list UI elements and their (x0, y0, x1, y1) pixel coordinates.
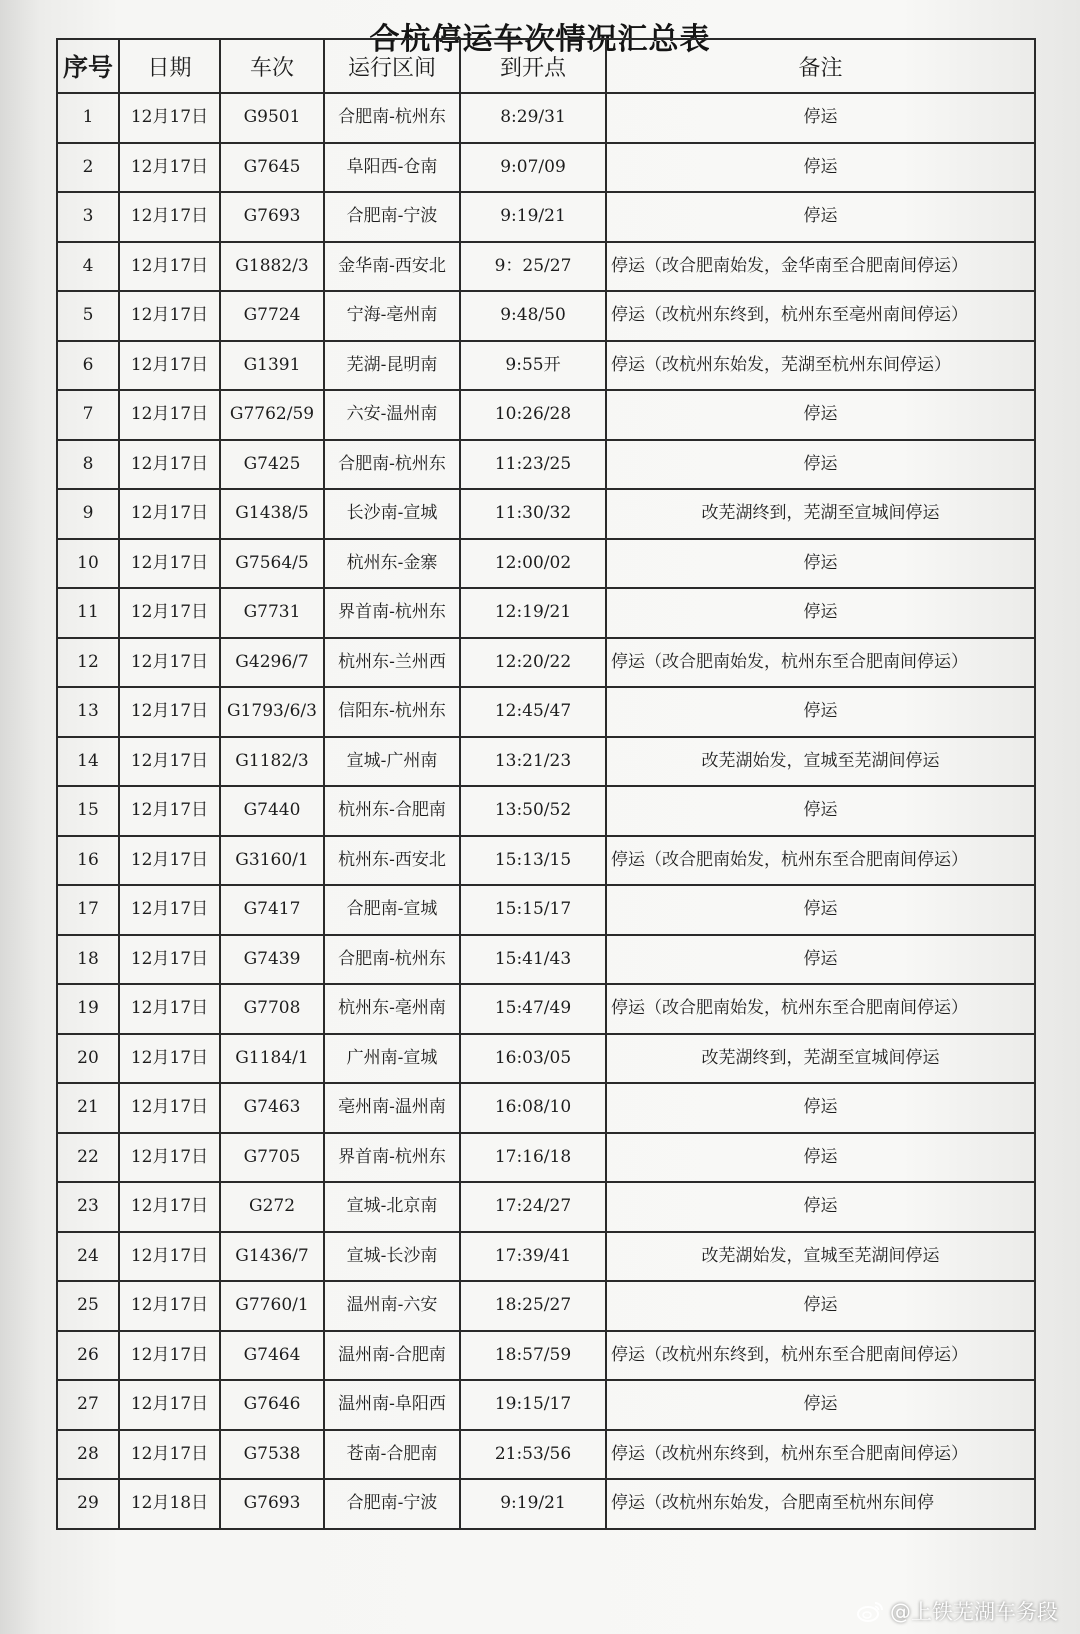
cell-note: 停运 (606, 1380, 1035, 1430)
cell-note: 停运 (606, 143, 1035, 193)
cell-seq: 3 (57, 192, 119, 242)
cell-route: 杭州东-金寨 (324, 539, 460, 589)
cell-date: 12月17日 (119, 1380, 220, 1430)
cell-date: 12月17日 (119, 737, 220, 787)
cell-route: 宣城-北京南 (324, 1182, 460, 1232)
cell-time: 17:16/18 (460, 1133, 606, 1183)
cell-date: 12月17日 (119, 638, 220, 688)
cell-train: G1438/5 (220, 489, 324, 539)
header-note: 备注 (606, 39, 1035, 93)
cell-time: 12:00/02 (460, 539, 606, 589)
table-row (57, 291, 1035, 341)
cell-route: 广州南-宣城 (324, 1034, 460, 1084)
cell-route: 芜湖-昆明南 (324, 341, 460, 391)
cell-time: 10:26/28 (460, 390, 606, 440)
cell-route: 金华南-西安北 (324, 242, 460, 292)
cell-date: 12月17日 (119, 539, 220, 589)
cell-route: 温州南-六安 (324, 1281, 460, 1331)
cell-seq: 13 (57, 687, 119, 737)
cell-train: G272 (220, 1182, 324, 1232)
cell-train: G7439 (220, 935, 324, 985)
table-row (57, 885, 1035, 935)
cell-train: G7724 (220, 291, 324, 341)
cell-route: 杭州东-亳州南 (324, 984, 460, 1034)
cell-route: 合肥南-宣城 (324, 885, 460, 935)
table-row (57, 1182, 1035, 1232)
cell-date: 12月17日 (119, 242, 220, 292)
cell-note: 停运 (606, 440, 1035, 490)
table-row (57, 588, 1035, 638)
cell-train: G1391 (220, 341, 324, 391)
cell-note: 停运（改合肥南始发，金华南至合肥南间停运） (606, 242, 1035, 292)
cell-time: 21:53/56 (460, 1430, 606, 1480)
table-row (57, 687, 1035, 737)
cell-train: G7645 (220, 143, 324, 193)
cell-route: 温州南-合肥南 (324, 1331, 460, 1381)
cell-seq: 23 (57, 1182, 119, 1232)
table-row (57, 1331, 1035, 1381)
cell-note: 停运（改杭州东终到，杭州东至亳州南间停运） (606, 291, 1035, 341)
table-row (57, 489, 1035, 539)
cell-time: 9:48/50 (460, 291, 606, 341)
cell-seq: 20 (57, 1034, 119, 1084)
cell-date: 12月17日 (119, 192, 220, 242)
cell-note: 停运 (606, 1133, 1035, 1183)
table-row (57, 638, 1035, 688)
cell-route: 杭州东-西安北 (324, 836, 460, 886)
cell-date: 12月17日 (119, 786, 220, 836)
cell-note: 停运（改杭州东始发，合肥南至杭州东间停 (606, 1479, 1035, 1529)
cell-date: 12月17日 (119, 341, 220, 391)
table-row (57, 984, 1035, 1034)
cell-time: 9:19/21 (460, 192, 606, 242)
cell-train: G1184/1 (220, 1034, 324, 1084)
cell-train: G7417 (220, 885, 324, 935)
cell-route: 合肥南-宁波 (324, 192, 460, 242)
table-row (57, 786, 1035, 836)
cell-note: 改芜湖始发，宣城至芜湖间停运 (606, 737, 1035, 787)
cell-time: 12:19/21 (460, 588, 606, 638)
cell-date: 12月17日 (119, 935, 220, 985)
cell-train: G9501 (220, 93, 324, 143)
cell-route: 合肥南-杭州东 (324, 440, 460, 490)
cell-train: G7762/59 (220, 390, 324, 440)
table-row (57, 1380, 1035, 1430)
cell-train: G1436/7 (220, 1232, 324, 1282)
cell-note: 停运（改合肥南始发，杭州东至合肥南间停运） (606, 638, 1035, 688)
cell-train: G7731 (220, 588, 324, 638)
cell-time: 8:29/31 (460, 93, 606, 143)
cell-route: 合肥南-宁波 (324, 1479, 460, 1529)
cell-route: 宁海-亳州南 (324, 291, 460, 341)
cell-note: 停运 (606, 390, 1035, 440)
cell-seq: 10 (57, 539, 119, 589)
cell-time: 12:45/47 (460, 687, 606, 737)
cell-seq: 16 (57, 836, 119, 886)
cell-train: G7440 (220, 786, 324, 836)
cell-time: 16:08/10 (460, 1083, 606, 1133)
cell-date: 12月17日 (119, 390, 220, 440)
cell-note: 停运 (606, 1083, 1035, 1133)
header-route: 运行区间 (324, 39, 460, 93)
cell-note: 停运 (606, 687, 1035, 737)
cell-note: 改芜湖终到，芜湖至宣城间停运 (606, 1034, 1035, 1084)
cell-train: G7693 (220, 192, 324, 242)
cell-route: 信阳东-杭州东 (324, 687, 460, 737)
cell-time: 18:25/27 (460, 1281, 606, 1331)
cell-seq: 12 (57, 638, 119, 688)
cell-time: 9:07/09 (460, 143, 606, 193)
cell-date: 12月17日 (119, 489, 220, 539)
cell-date: 12月17日 (119, 93, 220, 143)
cell-date: 12月17日 (119, 885, 220, 935)
cell-time: 16:03/05 (460, 1034, 606, 1084)
cell-time: 15:41/43 (460, 935, 606, 985)
cell-route: 苍南-合肥南 (324, 1430, 460, 1480)
cell-note: 停运（改杭州东终到，杭州东至合肥南间停运） (606, 1430, 1035, 1480)
header-time: 到开点 (460, 39, 606, 93)
watermark (856, 1596, 1058, 1626)
cell-date: 12月17日 (119, 1133, 220, 1183)
table-row (57, 242, 1035, 292)
suspension-table (56, 38, 1036, 1530)
cell-time: 17:24/27 (460, 1182, 606, 1232)
cell-route: 杭州东-合肥南 (324, 786, 460, 836)
cell-route: 杭州东-兰州西 (324, 638, 460, 688)
cell-seq: 11 (57, 588, 119, 638)
table-row (57, 935, 1035, 985)
cell-date: 12月17日 (119, 687, 220, 737)
table-row (57, 539, 1035, 589)
watermark-text: @上铁芜湖车务段 (890, 1600, 1058, 1624)
table-row (57, 1133, 1035, 1183)
cell-note: 停运 (606, 93, 1035, 143)
cell-note: 停运 (606, 1281, 1035, 1331)
table-row (57, 390, 1035, 440)
cell-route: 长沙南-宣城 (324, 489, 460, 539)
cell-note: 停运 (606, 935, 1035, 985)
cell-train: G7564/5 (220, 539, 324, 589)
cell-route: 六安-温州南 (324, 390, 460, 440)
header-seq: 序号 (57, 39, 119, 93)
cell-date: 12月17日 (119, 291, 220, 341)
weibo-icon (856, 1600, 884, 1622)
cell-route: 阜阳西-仓南 (324, 143, 460, 193)
cell-seq: 25 (57, 1281, 119, 1331)
cell-note: 改芜湖始发，宣城至芜湖间停运 (606, 1232, 1035, 1282)
cell-note: 停运 (606, 539, 1035, 589)
cell-seq: 1 (57, 93, 119, 143)
cell-time: 11:23/25 (460, 440, 606, 490)
cell-train: G1793/6/3 (220, 687, 324, 737)
cell-train: G7646 (220, 1380, 324, 1430)
cell-date: 12月17日 (119, 1331, 220, 1381)
cell-time: 12:20/22 (460, 638, 606, 688)
table-row (57, 1232, 1035, 1282)
cell-seq: 19 (57, 984, 119, 1034)
cell-train: G7464 (220, 1331, 324, 1381)
cell-note: 停运（改杭州东终到，杭州东至合肥南间停运） (606, 1331, 1035, 1381)
table-row (57, 1479, 1035, 1529)
cell-route: 合肥南-杭州东 (324, 935, 460, 985)
cell-time: 15:15/17 (460, 885, 606, 935)
cell-date: 12月18日 (119, 1479, 220, 1529)
cell-train: G7425 (220, 440, 324, 490)
cell-train: G7463 (220, 1083, 324, 1133)
table-row (57, 192, 1035, 242)
cell-seq: 24 (57, 1232, 119, 1282)
cell-route: 亳州南-温州南 (324, 1083, 460, 1133)
cell-note: 停运 (606, 588, 1035, 638)
cell-note: 停运（改合肥南始发，杭州东至合肥南间停运） (606, 836, 1035, 886)
cell-seq: 4 (57, 242, 119, 292)
cell-seq: 22 (57, 1133, 119, 1183)
cell-date: 12月17日 (119, 143, 220, 193)
cell-date: 12月17日 (119, 984, 220, 1034)
cell-route: 合肥南-杭州东 (324, 93, 460, 143)
cell-time: 13:21/23 (460, 737, 606, 787)
cell-seq: 28 (57, 1430, 119, 1480)
cell-seq: 14 (57, 737, 119, 787)
cell-train: G7693 (220, 1479, 324, 1529)
cell-seq: 15 (57, 786, 119, 836)
cell-time: 19:15/17 (460, 1380, 606, 1430)
cell-route: 界首南-杭州东 (324, 1133, 460, 1183)
table-row (57, 341, 1035, 391)
table-row (57, 836, 1035, 886)
cell-time: 11:30/32 (460, 489, 606, 539)
cell-time: 18:57/59 (460, 1331, 606, 1381)
cell-date: 12月17日 (119, 1083, 220, 1133)
cell-seq: 7 (57, 390, 119, 440)
cell-seq: 17 (57, 885, 119, 935)
cell-seq: 29 (57, 1479, 119, 1529)
cell-train: G7760/1 (220, 1281, 324, 1331)
cell-train: G1882/3 (220, 242, 324, 292)
cell-train: G7705 (220, 1133, 324, 1183)
cell-date: 12月17日 (119, 440, 220, 490)
cell-date: 12月17日 (119, 1034, 220, 1084)
cell-note: 停运 (606, 885, 1035, 935)
cell-date: 12月17日 (119, 588, 220, 638)
table-row (57, 143, 1035, 193)
document-title: 合杭停运车次情况汇总表 (369, 22, 711, 57)
table-row (57, 1034, 1035, 1084)
cell-seq: 5 (57, 291, 119, 341)
header-train: 车次 (220, 39, 324, 93)
cell-time: 9：25/27 (460, 242, 606, 292)
cell-date: 12月17日 (119, 836, 220, 886)
cell-note: 停运（改合肥南始发，杭州东至合肥南间停运） (606, 984, 1035, 1034)
cell-date: 12月17日 (119, 1182, 220, 1232)
cell-date: 12月17日 (119, 1430, 220, 1480)
cell-train: G7708 (220, 984, 324, 1034)
cell-route: 宣城-长沙南 (324, 1232, 460, 1282)
table-body (57, 93, 1035, 1529)
cell-seq: 21 (57, 1083, 119, 1133)
cell-time: 9:19/21 (460, 1479, 606, 1529)
cell-note: 改芜湖终到，芜湖至宣城间停运 (606, 489, 1035, 539)
table-row (57, 440, 1035, 490)
cell-time: 15:13/15 (460, 836, 606, 886)
cell-seq: 18 (57, 935, 119, 985)
table-header-row (57, 39, 1035, 93)
cell-time: 13:50/52 (460, 786, 606, 836)
cell-train: G4296/7 (220, 638, 324, 688)
cell-route: 温州南-阜阳西 (324, 1380, 460, 1430)
table-row (57, 1430, 1035, 1480)
cell-note: 停运 (606, 786, 1035, 836)
table-row (57, 737, 1035, 787)
cell-train: G7538 (220, 1430, 324, 1480)
cell-train: G1182/3 (220, 737, 324, 787)
cell-note: 停运（改杭州东始发，芜湖至杭州东间停运） (606, 341, 1035, 391)
table-row (57, 93, 1035, 143)
cell-seq: 9 (57, 489, 119, 539)
table-row (57, 1083, 1035, 1133)
cell-note: 停运 (606, 1182, 1035, 1232)
cell-time: 9:55开 (460, 341, 606, 391)
cell-date: 12月17日 (119, 1281, 220, 1331)
cell-route: 界首南-杭州东 (324, 588, 460, 638)
cell-date: 12月17日 (119, 1232, 220, 1282)
cell-seq: 8 (57, 440, 119, 490)
cell-time: 17:39/41 (460, 1232, 606, 1282)
cell-note: 停运 (606, 192, 1035, 242)
cell-seq: 2 (57, 143, 119, 193)
cell-seq: 6 (57, 341, 119, 391)
cell-route: 宣城-广州南 (324, 737, 460, 787)
cell-seq: 27 (57, 1380, 119, 1430)
table-row (57, 1281, 1035, 1331)
cell-train: G3160/1 (220, 836, 324, 886)
cell-seq: 26 (57, 1331, 119, 1381)
header-date: 日期 (119, 39, 220, 93)
cell-time: 15:47/49 (460, 984, 606, 1034)
